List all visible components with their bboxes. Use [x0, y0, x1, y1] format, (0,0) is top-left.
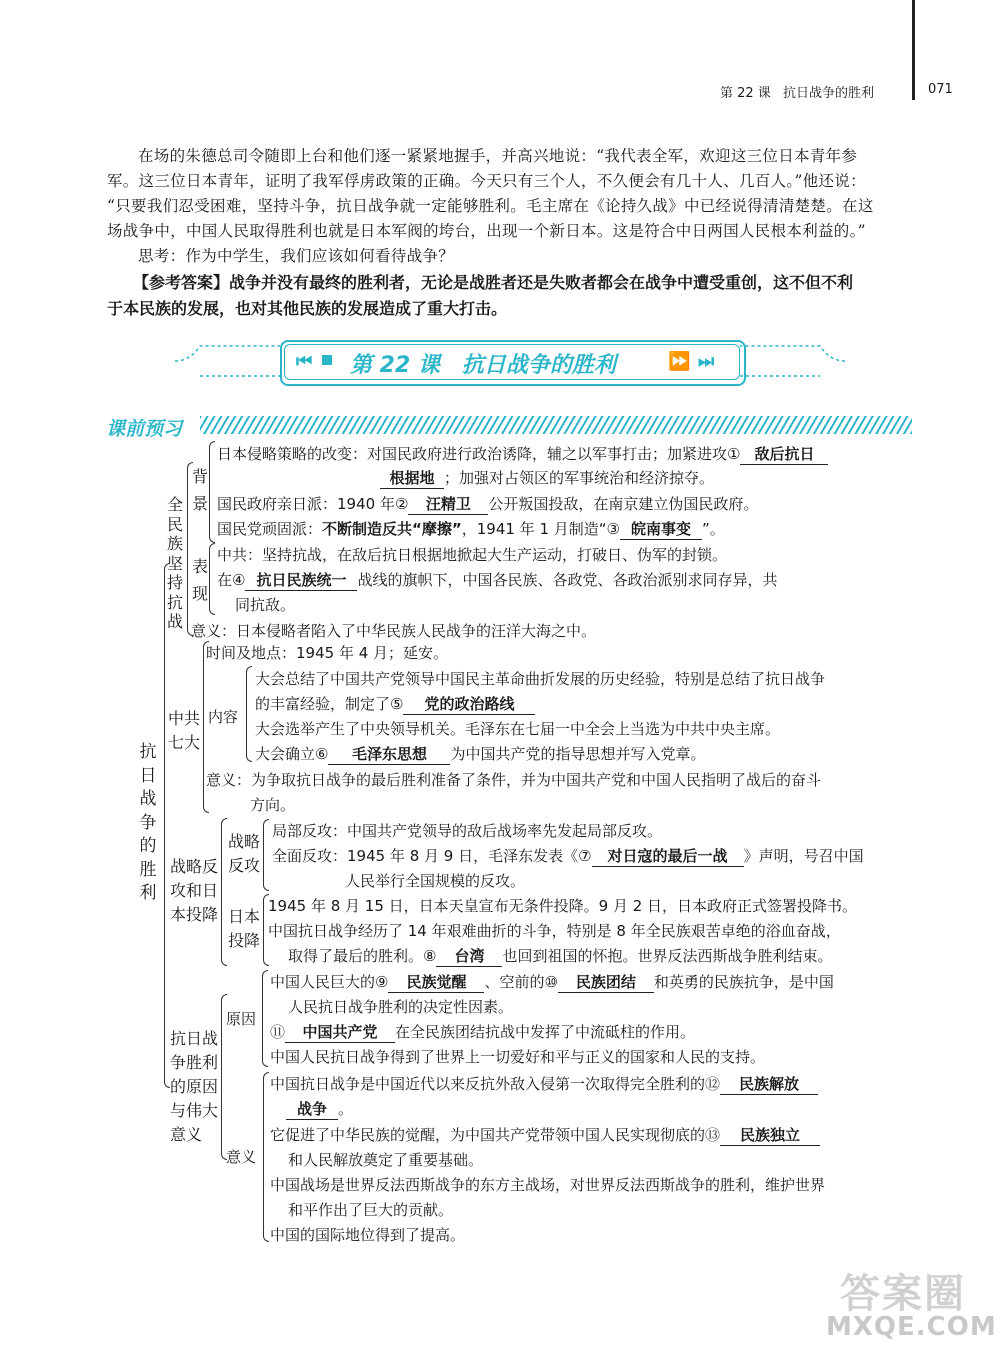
blank-11: 中国共产党 — [285, 1021, 395, 1043]
skip-forward-icon: ⏭ — [698, 351, 715, 372]
banner-title: 第 22 课 抗日战争的胜利 — [350, 353, 616, 378]
content-line-4 — [255, 743, 705, 765]
causes-line-2: 人民抗日战争胜利的决定性因素。 — [288, 998, 514, 1016]
content-line-1: 大会总结了中国共产党领导中国民主革命曲折发展的历史经验，特别是总结了抗日战争 — [255, 670, 826, 688]
meaning-line-3: 中国战场是世界反法西斯战争的东方主战场，对世界反法西斯战争的胜利，维护世界 — [270, 1176, 826, 1194]
performance-text-2b: 战线的旗帜下，中国各民族、各政党、各政治派别求同存异，共 — [357, 571, 778, 589]
page-edge-line — [912, 0, 915, 100]
background-line-1b — [380, 467, 714, 489]
fast-forward-icon: ⏩ — [668, 351, 691, 372]
section-title: 课前预习 — [106, 418, 183, 440]
blank-6: 毛泽东思想 — [328, 743, 450, 765]
passage-line-3: “只要我们忍受困难，坚持斗争，抗日战争就一定能够胜利。毛主席在《论持久战》中已经说得清清楚楚。在这 — [107, 197, 874, 215]
surrender-text-3b: 也回到祖国的怀抱。世界反法西斯战争胜利结束。 — [502, 947, 833, 965]
group-label-resistance: 全民族坚持抗战 — [166, 495, 183, 631]
meaning-text-1b: 。 — [338, 1100, 354, 1118]
meaning-line-2 — [270, 1124, 820, 1146]
blank-9: 民族觉醒 — [388, 971, 484, 993]
blank-2: 汪精卫 — [408, 493, 488, 515]
content-line-3: 大会选举产生了中央领导机关。毛泽东在七届一中全会上当选为中共中央主席。 — [255, 720, 781, 738]
significance-1: 意义：日本侵略者陷入了中华民族人民战争的汪洋大海之中。 — [191, 622, 597, 640]
causes-line-3 — [270, 1021, 695, 1043]
counteroffensive-line-1: 局部反攻：中国共产党领导的敌后战场率先发起局部反攻。 — [272, 822, 663, 840]
surrender-label: 日本投降 — [227, 907, 260, 950]
content-text-2: 的丰富经验，制定了⑤ — [255, 695, 404, 713]
blank-7: 对日寇的最后一战 — [592, 845, 744, 867]
surrender-line-3 — [288, 945, 832, 967]
background-text-1b: ；加强对占领区的军事统治和经济掠夺。 — [444, 469, 715, 487]
counteroffensive-text-2b: 》声明，号召中国 — [743, 847, 864, 865]
background-text-3c: ”。 — [701, 520, 725, 538]
causes-text-3b: 在全民族团结抗战中发挥了中流砥柱的作用。 — [395, 1023, 696, 1041]
content-line-2 — [255, 693, 535, 715]
page-number: 071 — [928, 82, 953, 97]
time-place: 时间及地点：1945 年 4 月；延安。 — [206, 644, 449, 662]
background-line-2 — [217, 493, 758, 515]
skip-back-icon: ⏮ — [296, 351, 313, 372]
passage-line-4: 场战争中，中国人民取得胜利也就是日本军阀的垮台，出现一个新日本。这是符合中日两国人民根本利益的。” — [107, 222, 866, 240]
meaning-text-1: 中国抗日战争是中国近代以来反抗外敌入侵第一次取得完全胜利的⑫ — [270, 1075, 721, 1093]
causes-label: 原因 — [226, 1010, 257, 1028]
causes-line-1 — [270, 971, 834, 993]
background-text-2: 国民政府亲日派：1940 年② — [217, 495, 409, 513]
background-text-3b: ，1941 年 1 月制造“③ — [461, 520, 620, 538]
background-line-1a — [217, 443, 828, 465]
background-text-3: 国民党顽固派： — [217, 520, 323, 538]
counteroffensive-line-3: 人民举行全国规模的反攻。 — [345, 872, 526, 890]
blank-1b: 根据地 — [380, 467, 444, 489]
counteroffensive-line-2 — [272, 845, 864, 867]
causes-text-3: ⑪ — [270, 1023, 286, 1041]
performance-line-3: 同抗敌。 — [235, 596, 296, 614]
counteroffensive-brace — [263, 819, 269, 891]
blank-3: 皖南事变 — [620, 518, 702, 540]
group-label-seventh-congress: 中共七大 — [167, 709, 200, 752]
content-text-4: 大会确立⑥ — [255, 745, 329, 763]
meaning-line-4: 中国的国际地位得到了提高。 — [270, 1226, 466, 1244]
content-brace — [246, 666, 252, 762]
passage-line-2: 军。这三位日本青年，证明了我军俘虏政策的正确。今天只有三个人，不久便会有几十人、几百人。”他还说： — [107, 172, 866, 190]
thinking-question: 思考：作为中学生，我们应该如何看待战争？ — [138, 247, 455, 265]
blank-4: 抗日民族统一 — [245, 569, 357, 591]
meaning-label: 意义 — [226, 1148, 257, 1166]
meaning-line-2b: 和人民解放奠定了重要基础。 — [288, 1151, 484, 1169]
performance-line-2 — [217, 569, 777, 591]
background-text-1: 日本侵略策略的改变：对国民政府进行政治诱降，辅之以军事打击；加紧进攻① — [217, 445, 741, 463]
blank-12a: 民族解放 — [720, 1073, 818, 1095]
header-lesson: 第 22 课 — [720, 86, 771, 101]
blank-10: 民族团结 — [558, 971, 654, 993]
significance-2a: 意义：为争取抗日战争的最后胜利准备了条件，并为中国共产党和中国人民指明了战后的奋斗 — [206, 771, 822, 789]
reference-answer — [133, 270, 853, 293]
background-bold-3: 不断制造反共“摩擦” — [322, 520, 462, 538]
blank-13: 民族独立 — [720, 1124, 820, 1146]
causes-text-1: 中国人民巨大的⑨ — [270, 973, 389, 991]
causes-line-4: 中国人民抗日战争得到了世界上一切爱好和平与正义的国家和人民的支持。 — [270, 1048, 766, 1066]
watermark-text: MXQE.COM — [826, 1312, 997, 1342]
answer-tag: 【参考答案】 — [133, 273, 230, 292]
causes-text-1c: 和英勇的民族抗争，是中国 — [653, 973, 834, 991]
meaning-line-1b — [286, 1098, 353, 1120]
running-header — [720, 82, 874, 101]
group-label-causes-significance: 抗日战争胜利的原因与伟大意义 — [170, 1029, 219, 1144]
performance-text-2: 在④ — [217, 571, 246, 589]
square-icon — [322, 355, 332, 365]
blank-5: 党的政治路线 — [403, 693, 535, 715]
answer-text-1: 战争并没有最终的胜利者，无论是战胜者还是失败者都会在战争中遭受重创，这不但不利 — [229, 273, 854, 292]
background-line-3 — [217, 518, 725, 540]
section-stripe — [200, 416, 912, 434]
meaning-text-2: 它促进了中华民族的觉醒，为中国共产党带领中国人民实现彻底的⑬ — [270, 1126, 721, 1144]
causes-text-1b: 、空前的⑩ — [484, 973, 558, 991]
causes-brace — [262, 970, 268, 1067]
group-label-counteroffensive: 战略反攻和日本投降 — [170, 857, 219, 924]
content-text-4b: 为中国共产党的指导思想并写入党章。 — [450, 745, 706, 763]
surrender-line-2: 中国抗日战争经历了 14 年艰难曲折的斗争，特别是 8 年全民族艰苦卓绝的浴血奋战， — [268, 922, 841, 940]
blank-12b: 战争 — [286, 1098, 338, 1120]
blank-8: 台湾 — [436, 945, 502, 967]
meaning-brace — [263, 1072, 269, 1242]
background-label: 背景 — [191, 467, 208, 513]
meaning-line-1 — [270, 1073, 818, 1095]
blank-1a: 敌后抗日 — [740, 443, 828, 465]
content-label: 内容 — [208, 708, 239, 726]
significance-2b: 方向。 — [250, 796, 296, 814]
passage-line-1: 在场的朱德总司令随即上台和他们逐一紧紧地握手，并高兴地说：“我代表全军，欢迎这三位日本青年参 — [138, 147, 858, 165]
performance-label: 表现 — [191, 557, 208, 603]
performance-line-1: 中共：坚持抗战，在敌后抗日根据地掀起大生产运动，打破日、伪军的封锁。 — [217, 546, 728, 564]
surrender-text-3: 取得了最后的胜利。⑧ — [288, 947, 437, 965]
counteroffensive-label: 战略反攻 — [227, 832, 260, 875]
performance-brace — [209, 543, 215, 615]
root-label: 抗日战争的胜利 — [139, 742, 157, 903]
header-title: 抗日战争的胜利 — [782, 86, 874, 101]
background-text-2b: 公开叛国投敌，在南京建立伪国民政府。 — [488, 495, 759, 513]
answer-text-2: 于本民族的发展，也对其他民族的发展造成了重大打击。 — [107, 299, 508, 318]
meaning-line-3b: 和平作出了巨大的贡献。 — [288, 1201, 454, 1219]
surrender-line-1: 1945 年 8 月 15 日，日本天皇宣布无条件投降。9 月 2 日，日本政府正式签署投降书。 — [268, 897, 858, 915]
background-brace — [209, 441, 215, 543]
root-brace — [164, 563, 170, 1088]
watermark-logo: 答案圈 — [840, 1271, 966, 1317]
counteroffensive-text-2: 全面反攻：1945 年 8 月 9 日，毛泽东发表《⑦ — [272, 847, 592, 865]
